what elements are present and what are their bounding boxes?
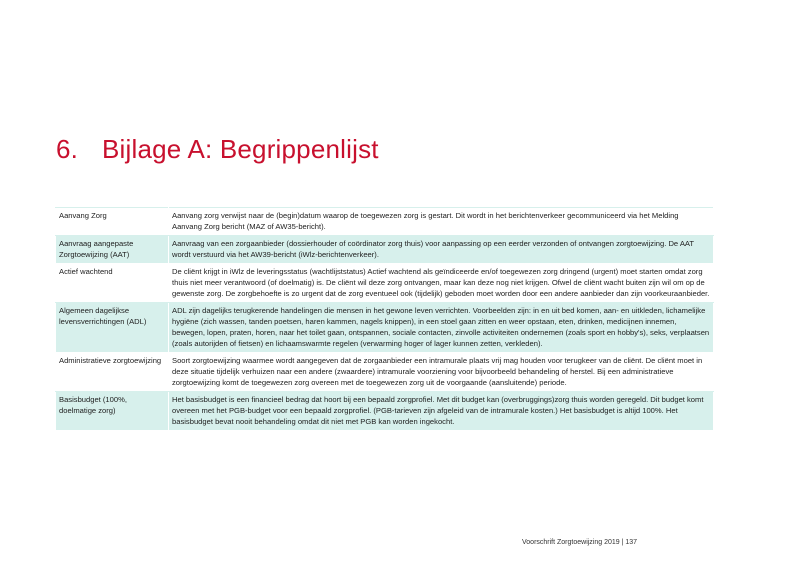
definition-cell: ADL zijn dagelijks terugkerende handelingen die mensen in het gewone leven verrichten. Voorbeelden zijn: in en uit bed komen, aan- en uitkleden, lichamelijke hygiëne (zich wassen, tanden poetsen, haren kammen, nagels knippen), in een stoel gaan zitten en weer opstaan, eten, drinken, medicijnen innemen, bewegen, lopen, praten, horen, naar het toilet gaan, ontspannen, sociale contacten, zinvolle activiteiten ondernemen (zoals sport en hobby's), seks, verplaatsen (zoals autorijden of fietsen) en lichaamswarmte regelen (verwarming hoger of lager kunnen zetten, verkleden).	[169, 303, 714, 353]
term-cell: Aanvraag aangepaste Zorgtoewijzing (AAT)	[56, 236, 169, 264]
definition-cell: Aanvraag van een zorgaanbieder (dossierhouder of coördinator zorg thuis) voor aanpassing op een eerder verzonden of ontvangen zorgtoewijzing. De AAT wordt verstuurd via het AW39-bericht (iWlz-berichtenverkeer).	[169, 236, 714, 264]
table-row	[56, 236, 714, 264]
term-cell: Algemeen dagelijkse levensverrichtingen (ADL)	[56, 303, 169, 353]
section-number: 6.	[56, 134, 79, 164]
term-cell: Actief wachtend	[56, 264, 169, 303]
term-cell: Aanvang Zorg	[56, 208, 169, 236]
definition-cell: Soort zorgtoewijzing waarmee wordt aangegeven dat de zorgaanbieder een intramurale plaats vrij mag houden voor terugkeer van de cliënt. De cliënt moet in deze situatie tijdelijk verhuizen naar een andere (zwaardere) intramurale voorziening voor bijvoorbeeld behandeling of herstel. Bij een administratieve zorgtoewijzing komt de toegewezen zorg overeen met de toegewezen zorg uit de voorgaande (aansluitende) periode.	[169, 353, 714, 392]
term-cell: Administratieve zorgtoewijzing	[56, 353, 169, 392]
table-row	[56, 264, 714, 303]
glossary-table	[55, 207, 714, 431]
table-row	[56, 392, 714, 431]
table-row	[56, 303, 714, 353]
page-footer: Voorschrift Zorgtoewijzing 2019 | 137	[522, 539, 638, 546]
table-row	[56, 208, 714, 236]
definition-cell: De cliënt krijgt in iWlz de leveringsstatus (wachtlijststatus) Actief wachtend als geïndiceerde en/of toegewezen zorg dringend (urgent) moet starten omdat zorg thuis niet meer verantwoord (of doelmatig) is. De cliënt wil deze zorg ontvangen, maar kan deze nog niet krijgen. Ofwel de cliënt wacht buiten zijn wil om op de gewenste zorg. De zorgbehoefte is zo urgent dat de zorg eventueel ook (tijdelijk) geboden moet worden door een andere aanbieder dan zijn voorkeuraanbieder.	[169, 264, 714, 303]
section-heading	[56, 134, 379, 165]
definition-cell: Het basisbudget is een financieel bedrag dat hoort bij een bepaald zorgprofiel. Met dit budget kan (overbruggings)zorg thuis worden geregeld. Dit budget komt overeen met het PGB-budget voor een bepaald zorgprofiel. (PGB-tarieven zijn afgeleid van de intramurale kosten.) Het basisbudget is altijd 100%. Het basisbudget bevat nooit behandeling omdat dit niet met PGB kan worden ingekocht.	[169, 392, 714, 431]
table-row	[56, 353, 714, 392]
definition-cell: Aanvang zorg verwijst naar de (begin)datum waarop de toegewezen zorg is gestart. Dit wordt in het berichtenverkeer gecommuniceerd via het Melding Aanvang Zorg bericht (MAZ of AW35-bericht).	[169, 208, 714, 236]
term-cell: Basisbudget (100%, doelmatige zorg)	[56, 392, 169, 431]
section-title: Bijlage A: Begrippenlijst	[102, 134, 379, 164]
